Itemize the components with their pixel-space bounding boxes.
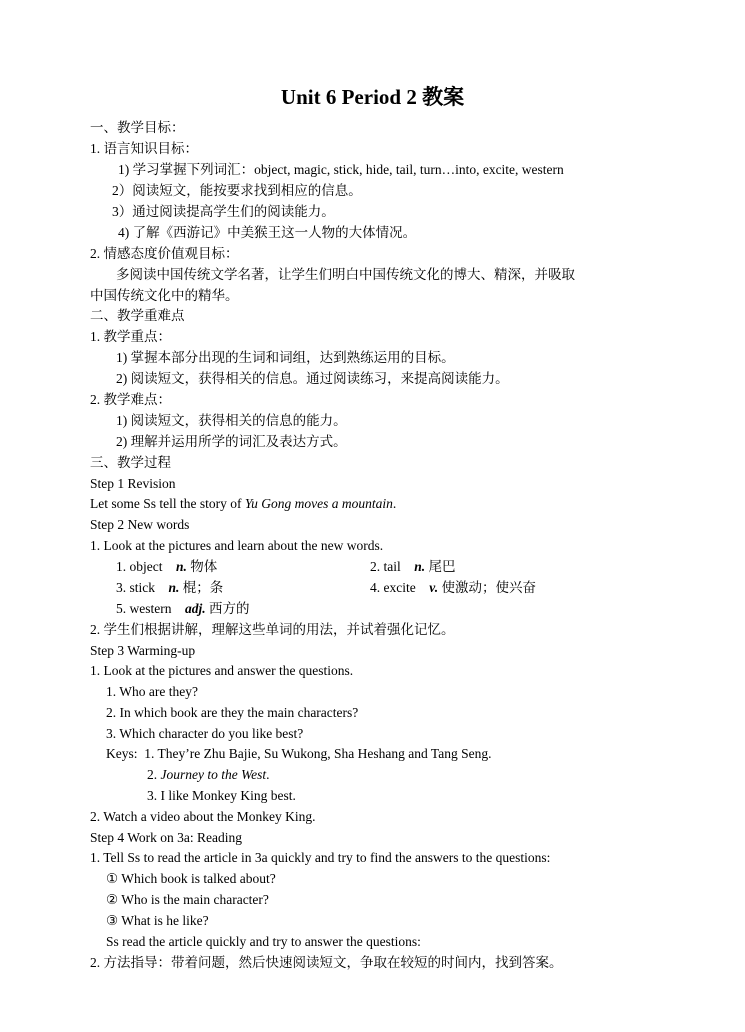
word-stick-cn: 棍；条	[182, 580, 224, 595]
section-heading-objectives: 一、教学目标：	[90, 120, 185, 135]
difficult-point-1: 1) 阅读短文，获得相关的信息的能力。	[116, 413, 347, 428]
question-1: 1. Who are they?	[106, 684, 198, 699]
word-excite-pos: v.	[429, 580, 439, 595]
key-point-1: 1) 掌握本部分出现的生词和词组，达到熟练运用的目标。	[116, 350, 455, 365]
difficult-points-label: 2. 教学难点：	[90, 392, 171, 407]
word-western-pos: adj.	[184, 601, 206, 616]
word-western-num: 5. western	[116, 601, 172, 616]
question-3: 3. Which character do you like best?	[106, 726, 304, 741]
question-2: 2. In which book are they the main characters?	[106, 705, 359, 720]
word-stick-num: 3. stick	[116, 580, 155, 595]
step-2-title: Step 2 New words	[90, 517, 190, 532]
keys-line-1	[106, 744, 491, 764]
difficult-point-2: 2) 理解并运用所学的词汇及表达方式。	[116, 434, 347, 449]
step-3-title: Step 3 Warming-up	[90, 643, 196, 658]
step-1-text	[90, 494, 396, 514]
step-3-instruction-1: 1. Look at the pictures and answer the questions.	[90, 663, 354, 678]
goal-language-item-4: 4) 了解《西游记》中美猴王这一人物的大体情况。	[118, 225, 417, 240]
word-excite	[370, 578, 536, 598]
step-4-instruction-2: 2. 方法指导：带着问题，然后快速阅读短文，争取在较短的时间内，找到答案。	[90, 955, 563, 970]
key-points-label: 1. 教学重点：	[90, 329, 171, 344]
step-4-instruction-1: 1. Tell Ss to read the article in 3a quickly and try to find the answers to the questions:	[90, 850, 551, 865]
key-1: 1. They’re Zhu Bajie, Su Wukong, Sha Heshang and Tang Seng.	[144, 746, 492, 761]
word-excite-num: 4. excite	[370, 580, 416, 595]
section-heading-key-points: 二、教学重难点	[90, 308, 185, 323]
word-tail-num: 2. tail	[370, 559, 401, 574]
story-title: Yu Gong moves a mountain	[244, 496, 393, 511]
step-4-title: Step 4 Work on 3a: Reading	[90, 830, 243, 845]
word-object-cn: 物体	[190, 559, 218, 574]
word-tail-pos: n.	[414, 559, 426, 574]
step-3-instruction-2: 2. Watch a video about the Monkey King.	[90, 809, 316, 824]
step-1-title: Step 1 Revision	[90, 476, 176, 491]
word-tail-cn: 尾巴	[428, 559, 456, 574]
step-2-instruction-1: 1. Look at the pictures and learn about the new words.	[90, 538, 384, 553]
reading-question-1: ① Which book is talked about?	[106, 871, 276, 886]
key-3: 3. I like Monkey King best.	[147, 788, 296, 803]
reading-question-3: ③ What is he like?	[106, 913, 209, 928]
word-stick	[116, 578, 223, 598]
word-western	[116, 599, 250, 619]
section-heading-process: 三、教学过程	[90, 455, 171, 470]
goal-language-item-3: 3）通过阅读提高学生们的阅读能力。	[112, 204, 335, 219]
goal-emotion: 2. 情感态度价值观目标：	[90, 246, 239, 261]
word-stick-pos: n.	[168, 580, 180, 595]
step-2-instruction-2: 2. 学生们根据讲解，理解这些单词的用法，并试着强化记忆。	[90, 622, 455, 637]
goal-language: 1. 语言知识目标：	[90, 141, 198, 156]
key-2-pre: 2.	[147, 767, 161, 782]
book-title: Journey to the West	[160, 767, 267, 782]
goal-emotion-text-2: 中国传统文化中的精华。	[90, 288, 239, 303]
key-point-2: 2) 阅读短文，获得相关的信息。通过阅读练习，来提高阅读能力。	[116, 371, 509, 386]
word-object-num: 1. object	[116, 559, 163, 574]
keys-label: Keys:	[106, 746, 138, 761]
step-1-text-pre: Let some Ss tell the story of	[90, 496, 245, 511]
word-object-pos: n.	[176, 559, 187, 574]
word-tail	[370, 557, 456, 577]
word-object	[116, 557, 217, 577]
key-2-post: .	[266, 767, 270, 782]
goal-language-item-2: 2）阅读短文，能按要求找到相应的信息。	[112, 183, 362, 198]
word-excite-cn: 使激动；使兴奋	[441, 580, 536, 595]
goal-emotion-text-1: 多阅读中国传统文学名著，让学生们明白中国传统文化的博大、精深，并吸取	[116, 267, 575, 282]
goal-language-item-1: 1) 学习掌握下列词汇：object, magic, stick, hide, tail, turn…into, excite, western	[118, 162, 564, 177]
word-western-cn: 西方的	[209, 601, 250, 616]
page-title: Unit 6 Period 2 教案	[280, 85, 465, 109]
reading-question-2: ② Who is the main character?	[106, 892, 269, 907]
step-1-text-post: .	[392, 496, 397, 511]
step-4-reading-note: Ss read the article quickly and try to answer the questions:	[106, 934, 421, 949]
key-2	[147, 765, 269, 785]
